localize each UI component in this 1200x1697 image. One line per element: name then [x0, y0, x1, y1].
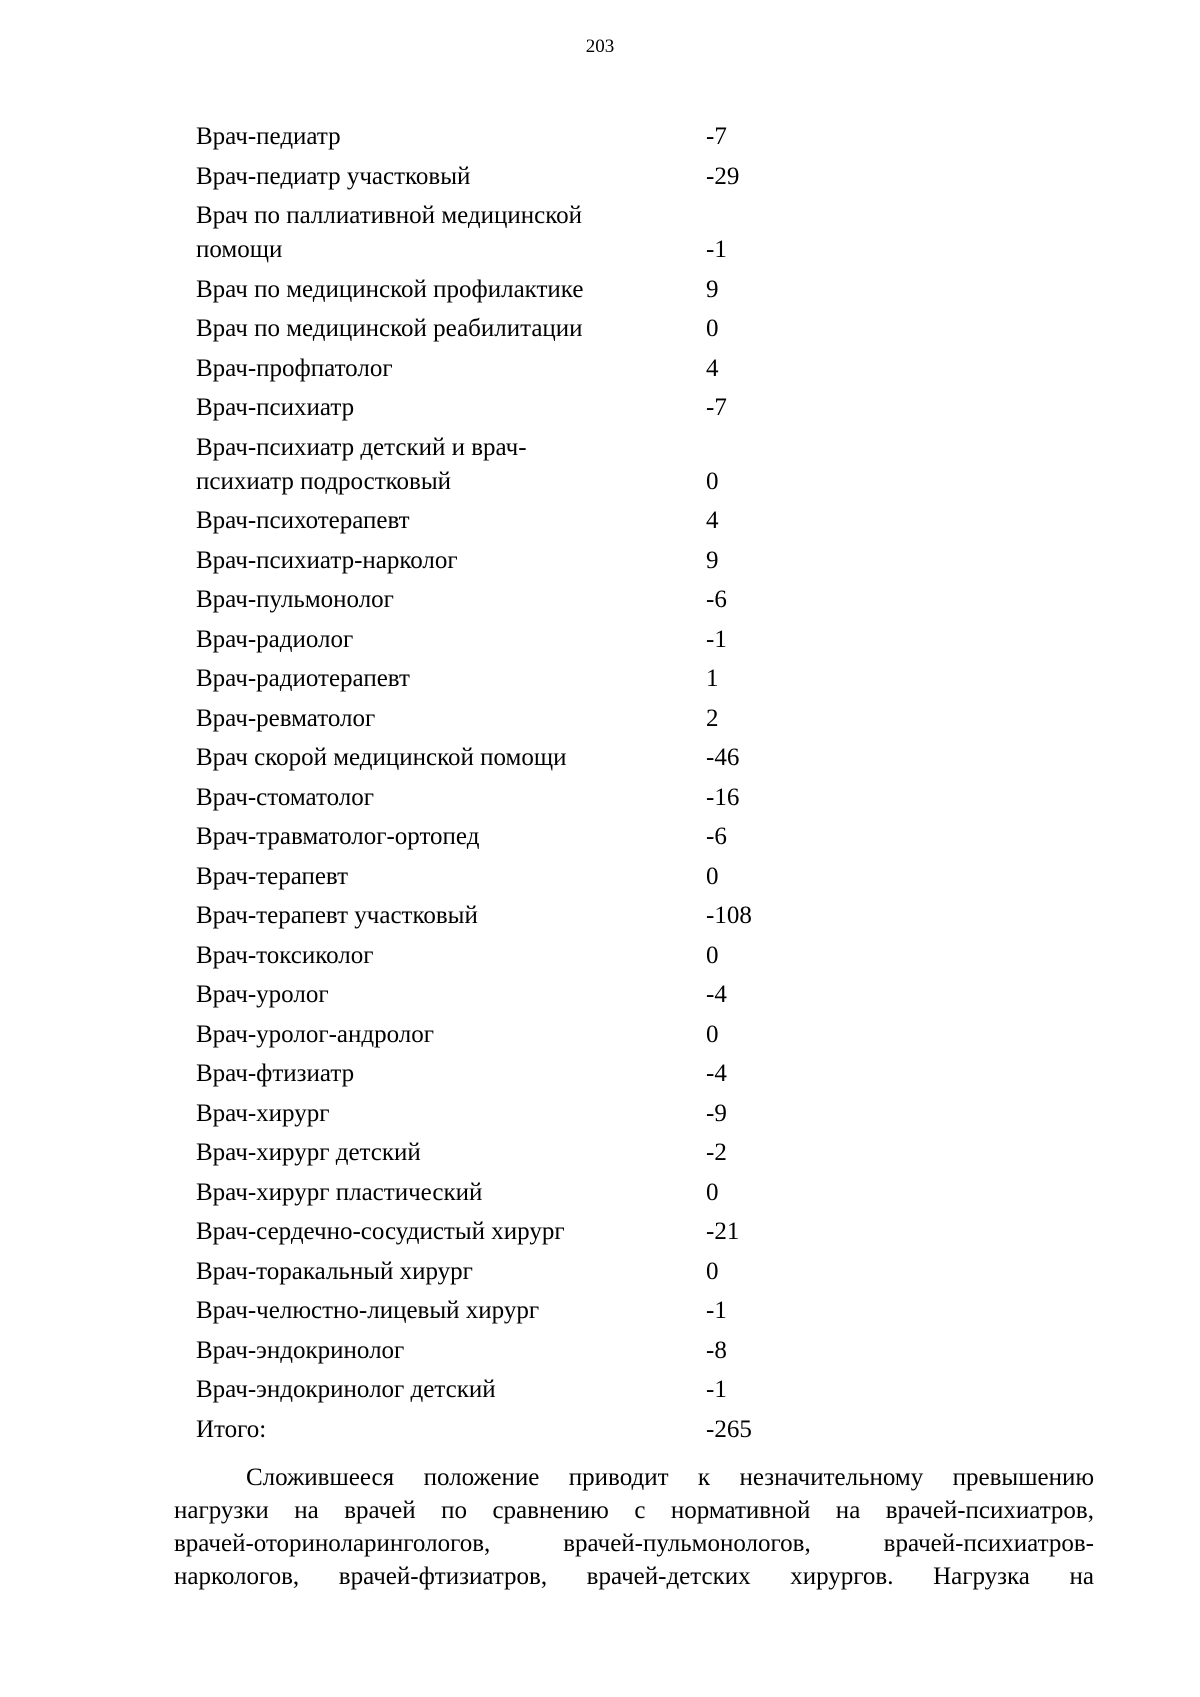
position-name: [196, 860, 706, 894]
position-value: -1: [706, 1376, 727, 1403]
position-name: [196, 939, 706, 973]
position-name-line: Врач-терапевт: [196, 862, 349, 890]
position-name-line: Врач-психиатр: [196, 394, 355, 421]
position-value: 2: [706, 704, 719, 732]
table-row: [196, 978, 836, 1012]
table-row: [196, 741, 836, 775]
paragraph-line: врачей-оториноларингологов, врачей-пульмонологов, врачей-психиатров-: [174, 1530, 1094, 1557]
position-name: [196, 1215, 706, 1249]
position-name: [196, 662, 706, 696]
position-name: [196, 1255, 706, 1289]
position-name: [196, 702, 706, 736]
position-value: 0: [706, 862, 719, 890]
position-name-line: Врач-радиотерапевт: [196, 665, 410, 692]
position-name-line: Врач по медицинской профилактике: [196, 275, 584, 303]
position-name-line: Итого:: [196, 1415, 267, 1443]
body-paragraph: [174, 1461, 1094, 1593]
position-name: [196, 1373, 706, 1407]
position-value: -1: [706, 236, 727, 263]
position-name: [196, 544, 706, 578]
position-name-line: Врач-торакальный хирург: [196, 1257, 473, 1285]
position-name: [196, 431, 706, 499]
position-value: -6: [706, 823, 727, 850]
table-row: [196, 1136, 836, 1170]
position-name: [196, 1413, 706, 1447]
page-number: 203: [585, 36, 615, 57]
table-row: [196, 662, 836, 696]
position-value: -1: [706, 1297, 727, 1324]
paragraph-line: наркологов, врачей-фтизиатров, врачей-детских хирургов. Нагрузка на: [174, 1563, 1094, 1590]
table-row: [196, 939, 836, 973]
table-row: [196, 352, 836, 386]
position-name: [196, 391, 706, 425]
position-name: [196, 899, 706, 933]
position-value: -29: [706, 162, 740, 190]
position-value: -46: [706, 744, 740, 771]
position-name: [196, 978, 706, 1012]
position-value: -6: [706, 586, 727, 613]
position-value: -7: [706, 123, 727, 150]
position-name-line: Врач-радиолог: [196, 625, 354, 653]
position-value: 1: [706, 665, 719, 692]
position-name-line: Врач-пульмонолог: [196, 586, 394, 613]
position-value: 9: [706, 546, 719, 574]
position-value: -7: [706, 394, 727, 421]
table-row: [196, 1176, 836, 1210]
position-name: [196, 352, 706, 386]
position-value: 0: [706, 1257, 719, 1285]
position-name-line: Врач-психотерапевт: [196, 507, 410, 534]
position-name: [196, 160, 706, 194]
paragraph-line: нагрузки на врачей по сравнению с нормативной на врачей-психиатров,: [174, 1497, 1094, 1524]
table-row: [196, 1255, 836, 1289]
position-name-line: Врач-профпатолог: [196, 354, 393, 382]
position-name-line: Врач-фтизиатр: [196, 1060, 355, 1087]
position-name: [196, 504, 706, 538]
position-name-line: Врач-стоматолог: [196, 783, 374, 811]
position-name-line: Врач-хирург пластический: [196, 1178, 483, 1206]
position-name-line: Врач-педиатр: [196, 123, 341, 150]
position-value: 0: [706, 1178, 719, 1206]
position-name-line: Врач-ревматолог: [196, 704, 376, 732]
position-name-line: Врач-уролог: [196, 981, 329, 1008]
position-name-line: Врач по паллиативной медицинской: [196, 202, 582, 229]
table-row: [196, 544, 836, 578]
position-name: [196, 1018, 706, 1052]
position-name: [196, 1057, 706, 1091]
position-name-line: Врач-психиатр-нарколог: [196, 546, 458, 574]
table-row: [196, 391, 836, 425]
position-name: [196, 820, 706, 854]
position-value: -4: [706, 1060, 727, 1087]
table-row: [196, 899, 836, 933]
position-name: [196, 1136, 706, 1170]
table-row: [196, 273, 836, 307]
paragraph-line: Сложившееся положение приводит к незначительному превышению: [246, 1464, 1094, 1491]
position-value: 0: [706, 467, 719, 495]
position-name-line: Врач-эндокринолог: [196, 1336, 405, 1364]
position-value: -21: [706, 1218, 740, 1245]
staff-balance-table: [196, 120, 836, 1452]
position-name-line: Врач-хирург: [196, 1099, 330, 1127]
table-row: [196, 820, 836, 854]
position-name-line: Врач-челюстно-лицевый хирург: [196, 1297, 540, 1324]
position-value: 9: [706, 275, 719, 303]
position-name: [196, 120, 706, 154]
table-row: [196, 860, 836, 894]
position-name: [196, 781, 706, 815]
position-name: [196, 583, 706, 617]
table-row: [196, 1334, 836, 1368]
table-row: [196, 120, 836, 154]
position-value: -265: [706, 1415, 752, 1443]
position-name-line: Врач-психиатр детский и врач-: [196, 433, 527, 461]
position-value: -4: [706, 981, 727, 1008]
position-value: 0: [706, 315, 719, 342]
position-value: 4: [706, 354, 719, 382]
position-name-line: Врач-травматолог-ортопед: [196, 823, 480, 850]
position-value: -16: [706, 783, 740, 811]
table-row: [196, 312, 836, 346]
table-row: [196, 431, 836, 499]
position-value: -108: [706, 902, 752, 929]
position-name-line: помощи: [196, 236, 283, 263]
position-name-line: Врач-педиатр участковый: [196, 162, 471, 190]
position-value: 0: [706, 1020, 719, 1048]
table-row: [196, 199, 836, 267]
table-row: [196, 1018, 836, 1052]
position-name-line: Врач-терапевт участковый: [196, 902, 478, 929]
table-row: [196, 504, 836, 538]
position-name-line: Врач скорой медицинской помощи: [196, 744, 567, 771]
position-name-line: Врач-токсиколог: [196, 941, 374, 969]
position-value: 0: [706, 941, 719, 969]
position-name-line: Врач-хирург детский: [196, 1139, 421, 1166]
position-name-line: Врач-уролог-андролог: [196, 1020, 434, 1048]
table-row: [196, 1097, 836, 1131]
table-row: [196, 781, 836, 815]
position-name-line: психиатр подростковый: [196, 467, 452, 495]
position-name: [196, 623, 706, 657]
position-name-line: Врач-сердечно-сосудистый хирург: [196, 1218, 565, 1245]
position-name-line: Врач-эндокринолог детский: [196, 1376, 496, 1403]
position-value: -8: [706, 1336, 727, 1364]
table-row: [196, 702, 836, 736]
position-name: [196, 1097, 706, 1131]
position-name: [196, 273, 706, 307]
position-name: [196, 199, 706, 267]
position-name: [196, 312, 706, 346]
table-row: [196, 1413, 836, 1447]
position-value: 4: [706, 507, 719, 534]
position-value: -2: [706, 1139, 727, 1166]
table-row: [196, 623, 836, 657]
position-value: -1: [706, 625, 727, 653]
position-name: [196, 741, 706, 775]
table-row: [196, 583, 836, 617]
table-row: [196, 1215, 836, 1249]
table-row: [196, 1057, 836, 1091]
table-row: [196, 160, 836, 194]
table-row: [196, 1294, 836, 1328]
position-name: [196, 1294, 706, 1328]
position-value: -9: [706, 1099, 727, 1127]
position-name: [196, 1334, 706, 1368]
position-name-line: Врач по медицинской реабилитации: [196, 315, 583, 342]
table-row: [196, 1373, 836, 1407]
position-name: [196, 1176, 706, 1210]
